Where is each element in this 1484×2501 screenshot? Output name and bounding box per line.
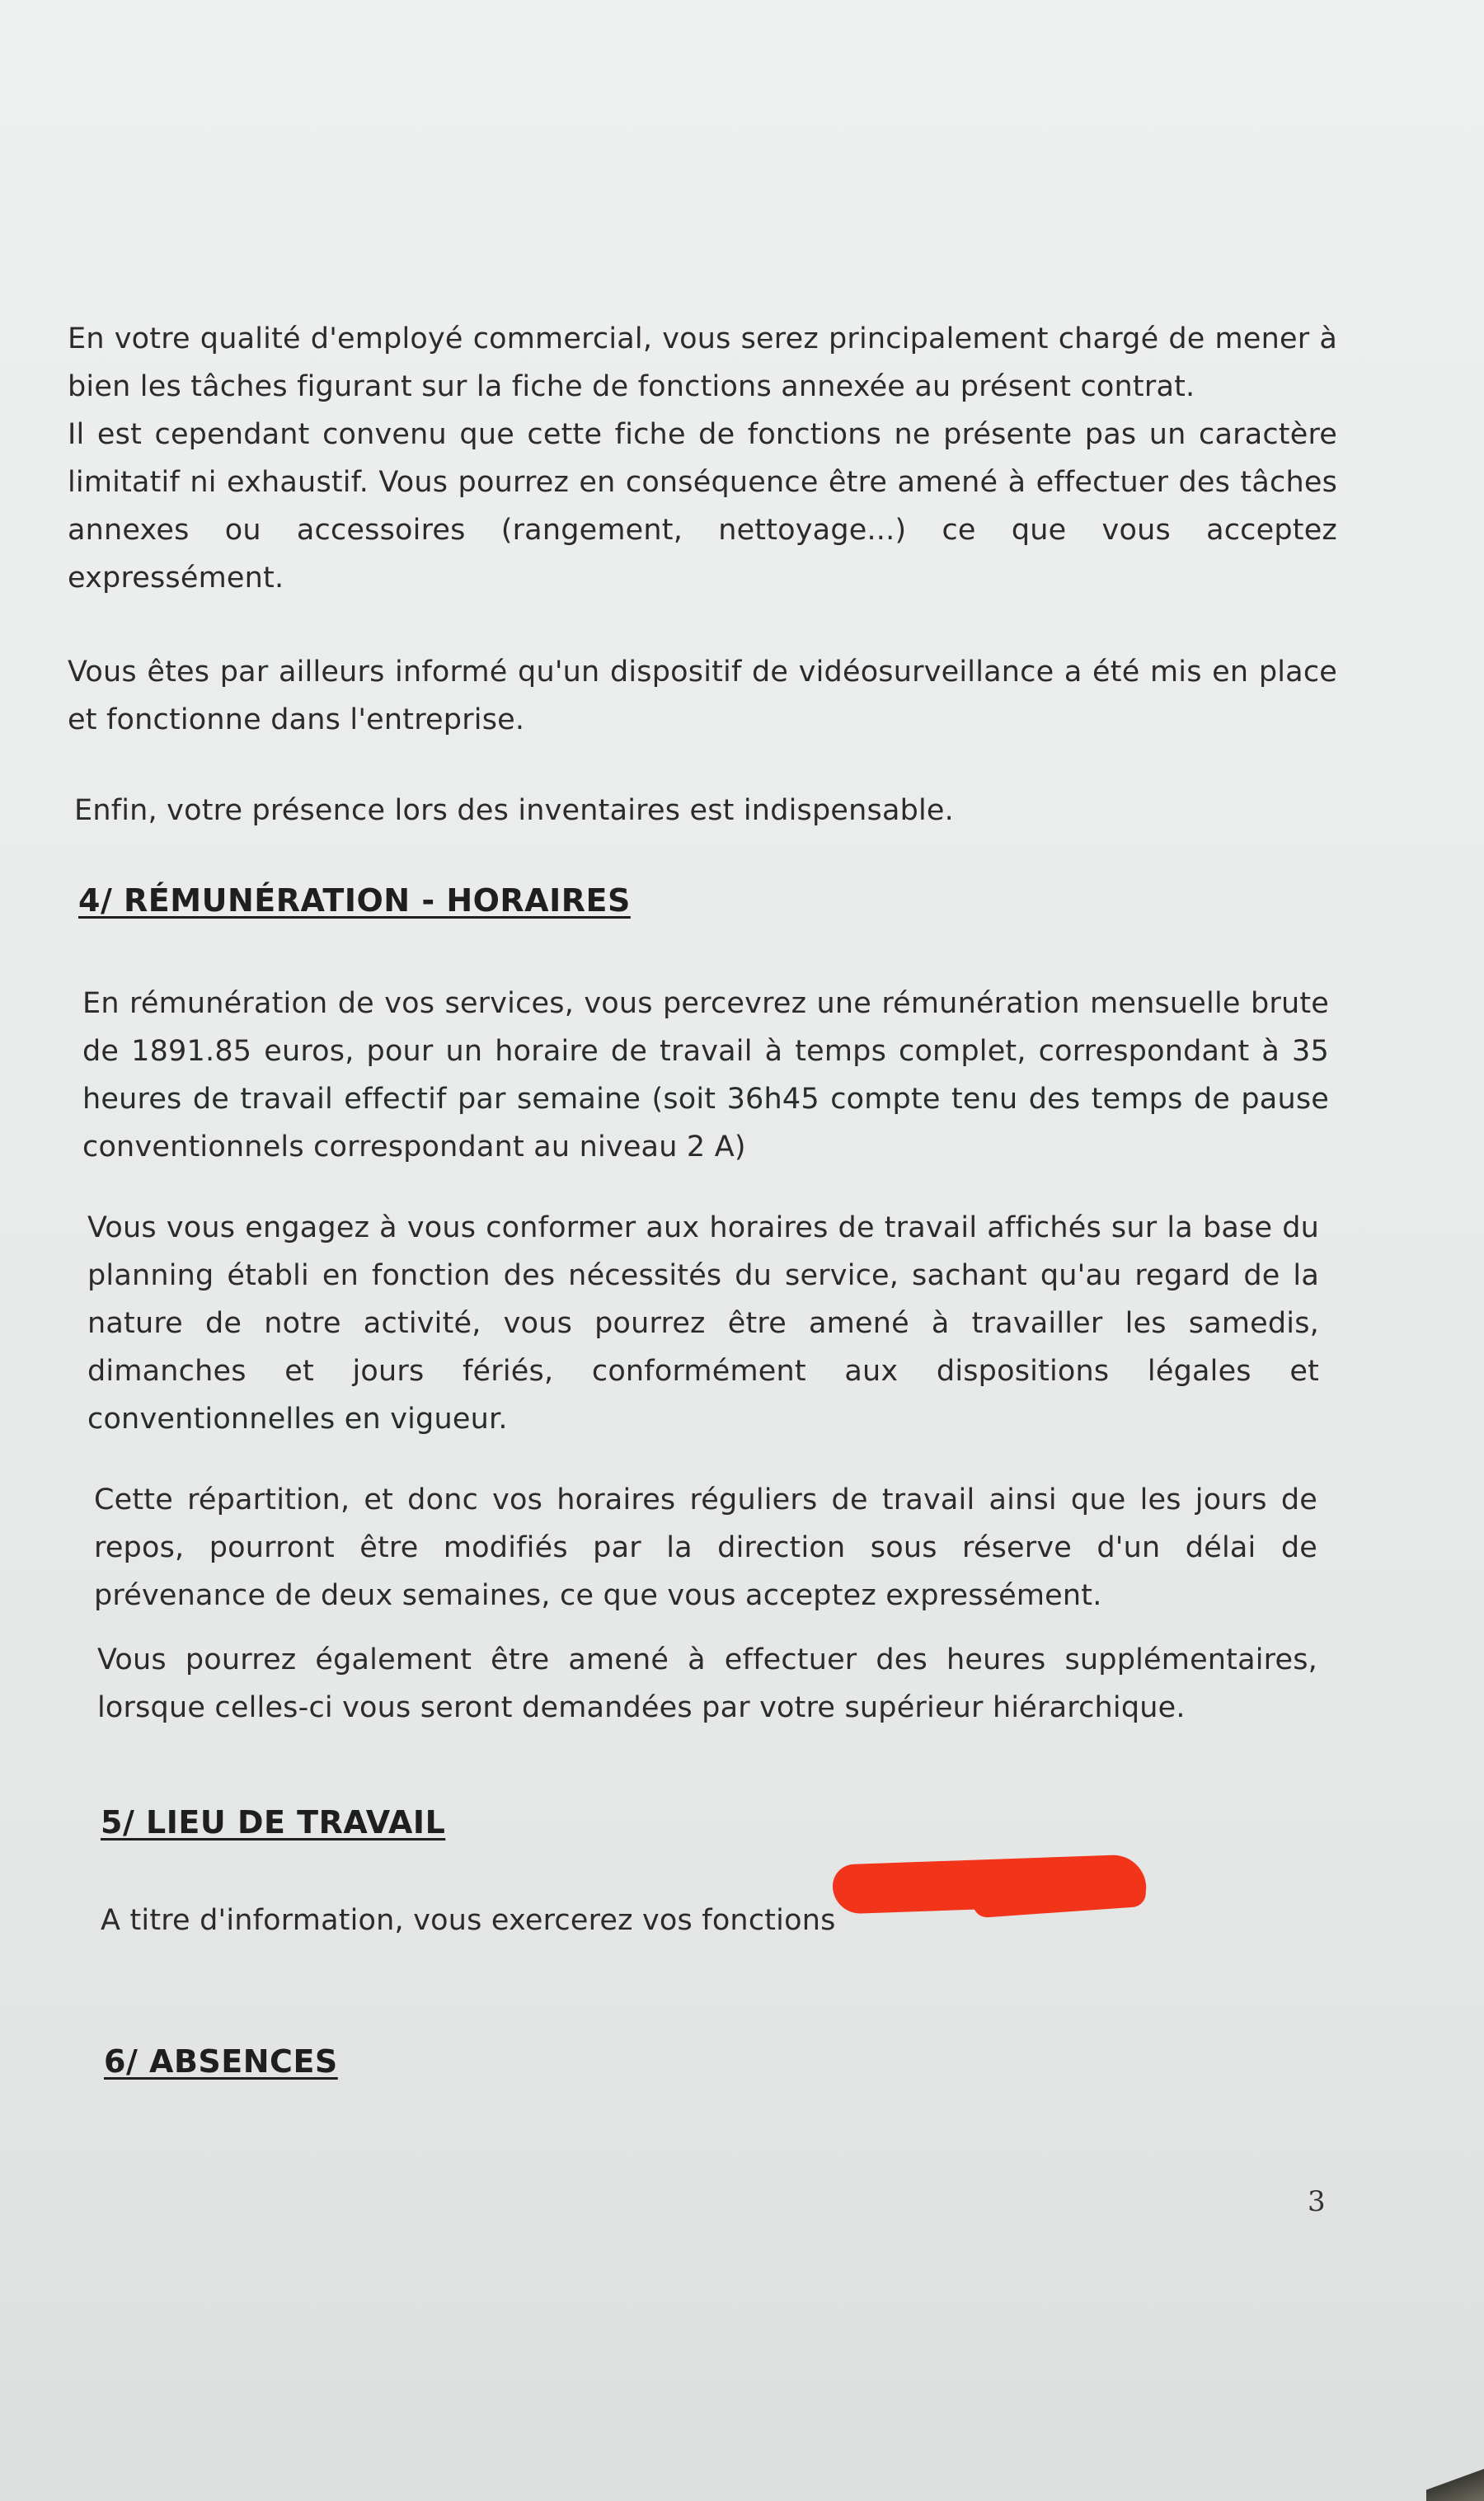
page-number: 3 xyxy=(1308,2185,1326,2218)
intro-paragraph-1: En votre qualité d'employé commercial, vous serez principalement chargé de mener à bien les tâches figurant sur la fiche de fonctions annexée au présent contrat. xyxy=(68,322,1337,403)
intro-paragraph-3: Vous êtes par ailleurs informé qu'un dispositif de vidéosurveillance a été mis en place et fonctionne dans l'entreprise. xyxy=(68,656,1337,736)
section-5-paragraph-1: A titre d'information, vous exercerez vos fonctions xyxy=(101,1904,836,1937)
section-6-heading: 6/ ABSENCES xyxy=(104,2043,338,2080)
intro-paragraph-2: Il est cependant convenu que cette fiche de fonctions ne présente pas un caractère limitatif ni exhaustif. Vous pourrez en conséquence être amené à effectuer des tâches annexes ou accessoires (rangement, nettoyage...) ce que vous acceptez expressément. xyxy=(68,418,1337,595)
section-4-paragraph-2: Vous vous engagez à vous conformer aux horaires de travail affichés sur la base du planning établi en fonction des nécessités du service, sachant qu'au regard de la nature de notre activité, vous pourrez être amené à travailler les samedis, dimanches et jours fériés, conformément aux dispositions légales et conventionnelles en vigueur. xyxy=(87,1211,1319,1436)
intro-paragraph-4: Enfin, votre présence lors des inventaires est indispensable. xyxy=(74,794,954,827)
section-4-paragraph-4: Vous pourrez également être amené à effectuer des heures supplémentaires, lorsque celles-ci vous seront demandées par votre supérieur hiérarchique. xyxy=(97,1643,1317,1724)
section-5-heading: 5/ LIEU DE TRAVAIL xyxy=(101,1804,446,1840)
section-4-heading: 4/ RÉMUNÉRATION - HORAIRES xyxy=(78,882,631,919)
page-corner-shadow xyxy=(1426,2468,1484,2501)
inventory-block xyxy=(74,787,1344,834)
section-4-paragraph-2-block xyxy=(87,1204,1319,1443)
surveillance-block xyxy=(68,648,1337,744)
section-4-paragraph-3-block xyxy=(94,1476,1317,1620)
section-4-paragraph-1-block xyxy=(82,980,1329,1171)
section-4-paragraph-3: Cette répartition, et donc vos horaires réguliers de travail ainsi que les jours de repos, pourront être modifiés par la direction sous réserve d'un délai de prévenance de deux semaines, ce que vous acceptez expressément. xyxy=(94,1483,1317,1612)
section-4-paragraph-4-block xyxy=(97,1636,1317,1732)
section-4-paragraph-1: En rémunération de vos services, vous percevrez une rémunération mensuelle brute de 1891.85 euros, pour un horaire de travail à temps complet, correspondant à 35 heures de travail effectif par semaine (soit 36h45 compte tenu des temps de pause conventionnels correspondant au niveau 2 A) xyxy=(82,987,1329,1164)
intro-block xyxy=(68,315,1337,602)
section-5-paragraph-block xyxy=(101,1897,843,1944)
